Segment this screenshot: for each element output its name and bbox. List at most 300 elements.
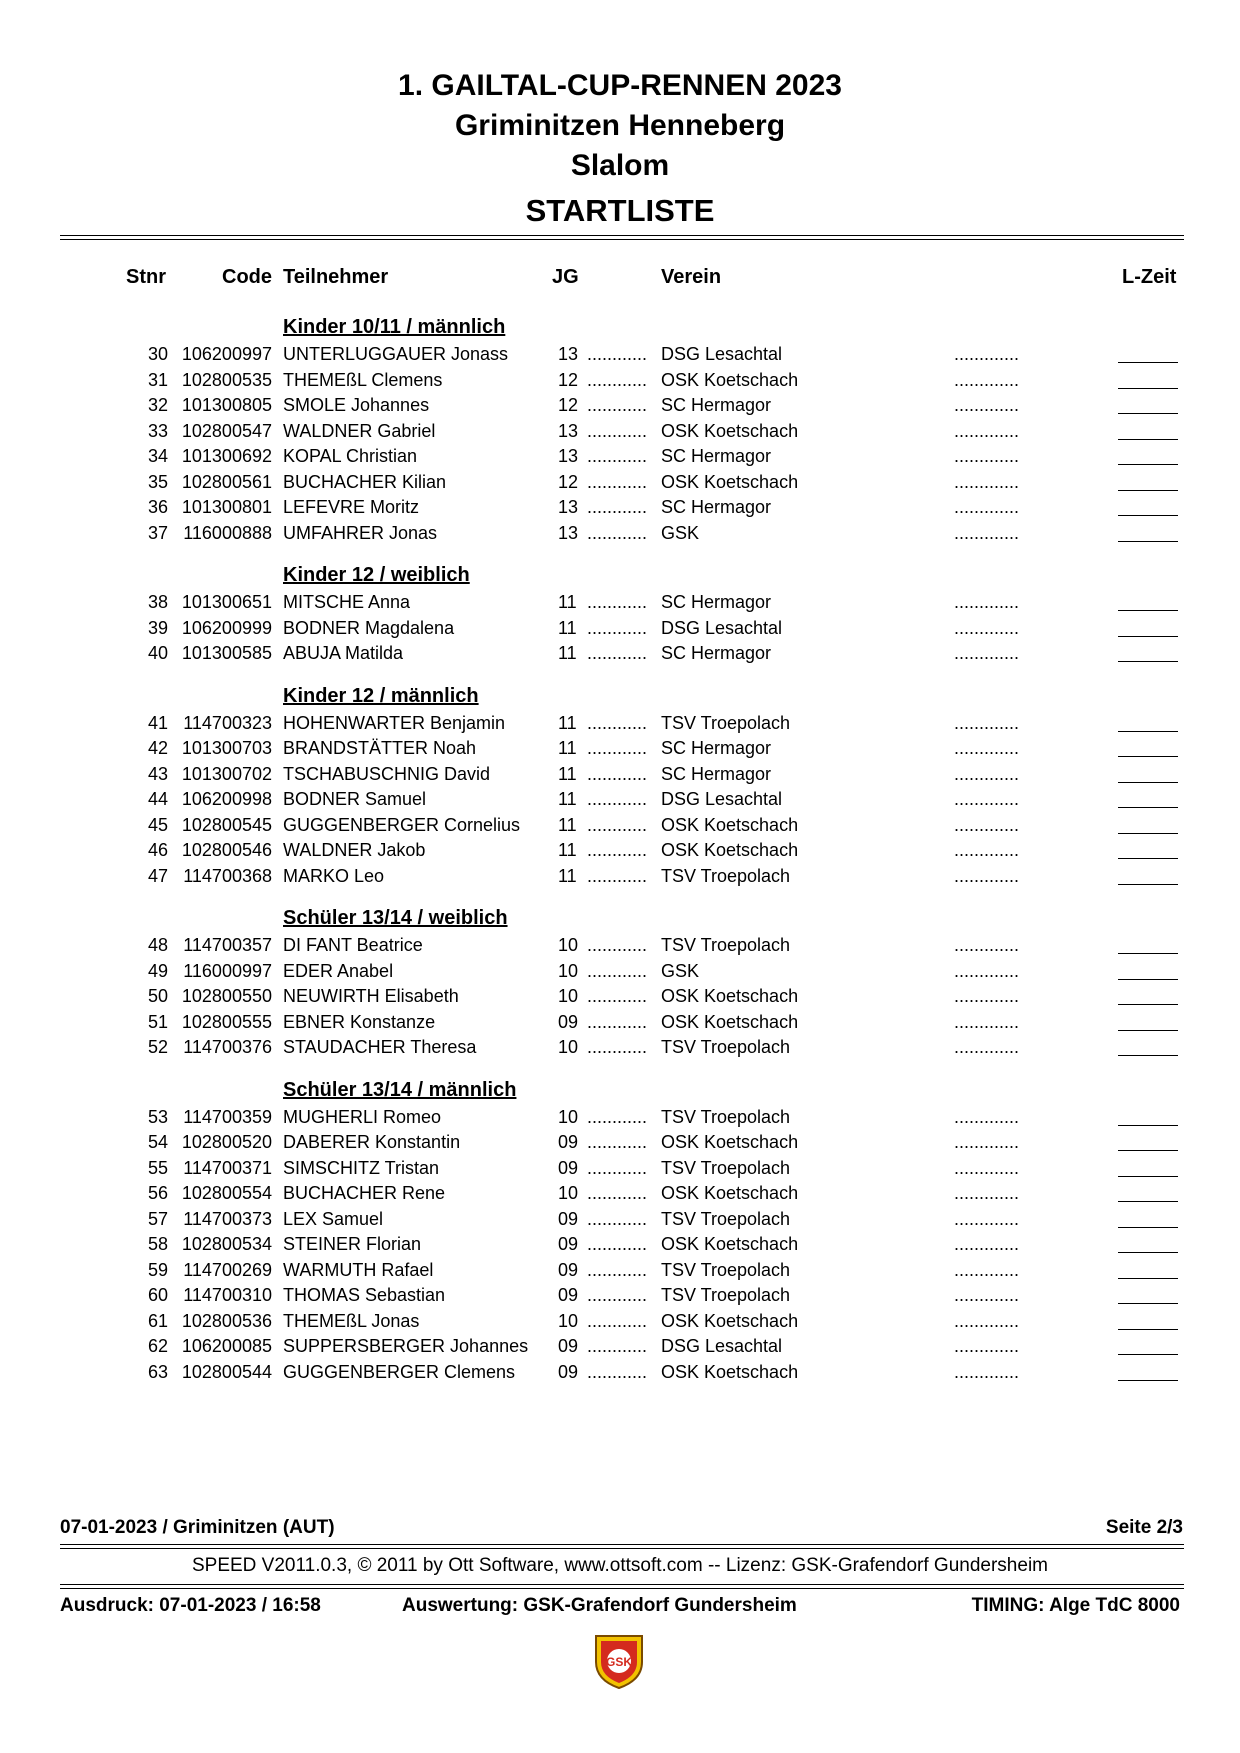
club-name: TSV Troepolach xyxy=(661,1106,791,1127)
birth-year: 10 xyxy=(558,986,579,1006)
start-number: 33 xyxy=(147,420,168,441)
birth-year: 13 xyxy=(558,344,579,364)
competitor-row xyxy=(0,1035,1240,1061)
time-entry-line xyxy=(1118,1380,1178,1381)
dot-leader: ............. xyxy=(954,840,1020,860)
start-number: 38 xyxy=(147,592,168,612)
time-entry-line xyxy=(1118,756,1178,757)
competitor-row xyxy=(0,590,1240,616)
competitor-code: 106200085 xyxy=(181,1336,272,1356)
dot-leader: ............ xyxy=(587,738,648,758)
dot-leader: ............. xyxy=(954,1208,1020,1229)
competitor-code: 102800545 xyxy=(181,814,272,835)
dot-leader: ............. xyxy=(954,1285,1020,1305)
competitor-code: 102800536 xyxy=(181,1310,272,1331)
svg-text:GSK: GSK xyxy=(605,1655,633,1669)
dot-leader: ............ xyxy=(587,446,648,466)
column-header-name: Teilnehmer xyxy=(283,266,389,288)
time-entry-line xyxy=(1118,413,1178,414)
competitor-row xyxy=(0,616,1240,642)
club-name: TSV Troepolach xyxy=(661,1208,791,1229)
start-number: 43 xyxy=(147,763,168,784)
club-name: DSG Lesachtal xyxy=(661,1336,783,1356)
competitor-name: EDER Anabel xyxy=(283,960,394,981)
competitor-name: WARMUTH Rafael xyxy=(283,1259,434,1280)
time-entry-line xyxy=(1118,515,1178,516)
time-entry-line xyxy=(1118,731,1178,732)
competitor-code: 106200997 xyxy=(181,344,272,364)
competitor-name: SUPPERSBERGER Johannes xyxy=(283,1336,529,1356)
start-number: 41 xyxy=(147,712,168,733)
dot-leader: ............. xyxy=(954,738,1020,758)
time-entry-line xyxy=(1118,858,1178,859)
competitor-row xyxy=(0,521,1240,547)
birth-year: 12 xyxy=(558,395,579,415)
competitor-name: THEMEßL Jonas xyxy=(283,1310,420,1331)
time-entry-line xyxy=(1118,953,1178,954)
competitor-code: 116000888 xyxy=(183,522,272,543)
competitor-row xyxy=(0,1156,1240,1182)
competitor-row xyxy=(0,1130,1240,1156)
dot-leader: ............ xyxy=(587,1208,648,1229)
dot-leader: ............. xyxy=(954,935,1020,955)
dot-leader: ............ xyxy=(587,763,648,784)
time-entry-line xyxy=(1118,1150,1178,1151)
competitor-name: MARKO Leo xyxy=(283,865,385,886)
time-entry-line xyxy=(1118,362,1178,363)
event-title: 1. GAILTAL-CUP-RENNEN 2023 xyxy=(398,69,842,102)
time-entry-line xyxy=(1118,388,1178,389)
start-number: 44 xyxy=(147,789,168,809)
dot-leader: ............. xyxy=(954,522,1020,543)
competitor-row xyxy=(0,711,1240,737)
club-name: SC Hermagor xyxy=(661,592,772,612)
time-entry-line xyxy=(1118,1329,1178,1330)
dot-leader: ............ xyxy=(587,840,648,860)
dot-leader: ............. xyxy=(954,344,1020,364)
time-entry-line xyxy=(1118,1004,1178,1005)
time-entry-line xyxy=(1118,979,1178,980)
birth-year: 12 xyxy=(558,471,579,492)
competitor-name: GUGGENBERGER Cornelius xyxy=(283,814,521,835)
competitor-name: UMFAHRER Jonas xyxy=(283,522,438,543)
time-entry-line xyxy=(1118,1303,1178,1304)
time-entry-line xyxy=(1118,884,1178,885)
category-title: Kinder 12 / weiblich xyxy=(283,564,470,586)
time-entry-line xyxy=(1118,807,1178,808)
birth-year: 10 xyxy=(558,960,579,981)
club-name: OSK Koetschach xyxy=(661,420,799,441)
competitor-row xyxy=(0,1181,1240,1207)
club-name: OSK Koetschach xyxy=(661,471,799,492)
dot-leader: ............ xyxy=(587,497,648,517)
competitor-row xyxy=(0,1105,1240,1131)
club-name: OSK Koetschach xyxy=(661,840,799,860)
dot-leader: ............ xyxy=(587,1037,648,1057)
dot-leader: ............. xyxy=(954,960,1020,981)
column-header-code: Code xyxy=(222,266,272,288)
dot-leader: ............. xyxy=(954,1157,1020,1178)
document-title-block xyxy=(0,66,1240,231)
competitor-row xyxy=(0,762,1240,788)
dot-leader: ............ xyxy=(587,1234,648,1254)
competitor-name: LEX Samuel xyxy=(283,1208,384,1229)
start-number: 46 xyxy=(147,840,168,860)
competitor-code: 101300651 xyxy=(181,592,272,612)
start-number: 59 xyxy=(147,1259,168,1280)
dot-leader: ............. xyxy=(954,865,1020,886)
category-heading xyxy=(0,316,1240,342)
category-title: Kinder 12 / männlich xyxy=(283,684,479,707)
start-number: 36 xyxy=(147,497,168,517)
start-number: 60 xyxy=(147,1285,168,1305)
birth-year: 09 xyxy=(558,1011,579,1032)
start-number: 49 xyxy=(147,960,168,981)
time-entry-line xyxy=(1118,1176,1178,1177)
time-entry-line xyxy=(1118,490,1178,491)
dot-leader: ............ xyxy=(587,420,648,441)
dot-leader: ............ xyxy=(587,789,648,809)
competitor-code: 102800544 xyxy=(181,1361,272,1382)
competitor-name: BODNER Samuel xyxy=(283,789,427,809)
start-number: 30 xyxy=(147,344,168,364)
group-spacer xyxy=(0,889,1240,907)
competitor-name: ABUJA Matilda xyxy=(283,643,404,663)
competitor-code: 101300585 xyxy=(181,643,272,663)
competitor-row xyxy=(0,1309,1240,1335)
competitor-name: THEMEßL Clemens xyxy=(283,369,443,390)
time-entry-line xyxy=(1118,1252,1178,1253)
start-number: 56 xyxy=(147,1183,168,1203)
competitor-name: BUCHACHER Rene xyxy=(283,1183,446,1203)
dot-leader: ............. xyxy=(954,1106,1020,1127)
dot-leader: ............ xyxy=(587,1361,648,1382)
list-type-title: STARTLISTE xyxy=(525,193,715,228)
dot-leader: ............. xyxy=(954,446,1020,466)
birth-year: 11 xyxy=(558,814,577,835)
birth-year: 09 xyxy=(558,1234,579,1254)
dot-leader: ............ xyxy=(587,1106,648,1127)
competitor-name: BRANDSTÄTTER Noah xyxy=(283,738,477,758)
discipline-title: Slalom xyxy=(570,149,670,182)
club-name: OSK Koetschach xyxy=(661,1310,799,1331)
dot-leader: ............. xyxy=(954,497,1020,517)
start-number: 39 xyxy=(147,617,168,638)
dot-leader: ............ xyxy=(587,369,648,390)
dot-leader: ............ xyxy=(587,712,648,733)
group-spacer xyxy=(0,546,1240,564)
competitor-row xyxy=(0,933,1240,959)
dot-leader: ............ xyxy=(587,1259,648,1280)
competitor-code: 114700310 xyxy=(183,1285,272,1305)
group-spacer xyxy=(0,1061,1240,1079)
time-entry-line xyxy=(1118,1201,1178,1202)
birth-year: 09 xyxy=(558,1336,579,1356)
competitor-row xyxy=(0,342,1240,368)
category-heading xyxy=(0,685,1240,711)
gsk-club-logo xyxy=(588,1632,650,1690)
competitor-name: DABERER Konstantin xyxy=(283,1132,461,1152)
competitor-name: EBNER Konstanze xyxy=(283,1011,436,1032)
category-title: Schüler 13/14 / männlich xyxy=(283,1078,517,1101)
club-name: OSK Koetschach xyxy=(661,814,799,835)
birth-year: 13 xyxy=(558,420,579,441)
category-title: Kinder 10/11 / männlich xyxy=(283,316,506,338)
dot-leader: ............ xyxy=(587,592,648,612)
dot-leader: ............ xyxy=(587,1011,648,1032)
club-name: TSV Troepolach xyxy=(661,712,791,733)
competitor-code: 116000997 xyxy=(183,960,272,981)
time-entry-line xyxy=(1118,1278,1178,1279)
dot-leader: ............. xyxy=(954,986,1020,1006)
birth-year: 11 xyxy=(558,617,577,638)
competitor-code: 102800561 xyxy=(181,471,272,492)
competitor-row xyxy=(0,444,1240,470)
column-header-verein: Verein xyxy=(661,266,722,288)
start-number: 34 xyxy=(147,446,168,466)
competitor-code: 101300692 xyxy=(181,446,272,466)
competitor-row xyxy=(0,1360,1240,1386)
competitor-code: 101300805 xyxy=(181,395,272,415)
competitor-name: HOHENWARTER Benjamin xyxy=(283,712,506,733)
dot-leader: ............ xyxy=(587,986,648,1006)
birth-year: 09 xyxy=(558,1208,579,1229)
birth-year: 10 xyxy=(558,1106,579,1127)
competitor-name: MITSCHE Anna xyxy=(283,592,411,612)
competitor-row xyxy=(0,838,1240,864)
time-entry-line xyxy=(1118,636,1178,637)
dot-leader: ............ xyxy=(587,1336,648,1356)
footer-divider-top xyxy=(60,1544,1184,1549)
dot-leader: ............ xyxy=(587,344,648,364)
footer-timing: TIMING: Alge TdC 8000 xyxy=(971,1595,1180,1616)
start-number: 58 xyxy=(147,1234,168,1254)
competitor-name: WALDNER Jakob xyxy=(283,840,426,860)
start-number: 42 xyxy=(147,738,168,758)
dot-leader: ............ xyxy=(587,395,648,415)
birth-year: 09 xyxy=(558,1361,579,1382)
dot-leader: ............. xyxy=(954,1234,1020,1254)
dot-leader: ............. xyxy=(954,814,1020,835)
competitor-name: LEFEVRE Moritz xyxy=(283,497,420,517)
birth-year: 10 xyxy=(558,1310,579,1331)
dot-leader: ............ xyxy=(587,471,648,492)
birth-year: 09 xyxy=(558,1157,579,1178)
dot-leader: ............ xyxy=(587,865,648,886)
group-spacer xyxy=(0,667,1240,685)
start-number: 47 xyxy=(147,865,168,886)
competitor-code: 101300703 xyxy=(181,738,272,758)
dot-leader: ............ xyxy=(587,522,648,543)
competitor-code: 114700371 xyxy=(183,1157,272,1178)
competitor-name: BUCHACHER Kilian xyxy=(283,471,447,492)
dot-leader: ............. xyxy=(954,471,1020,492)
dot-leader: ............ xyxy=(587,1157,648,1178)
competitor-row xyxy=(0,959,1240,985)
competitor-code: 102800546 xyxy=(181,840,272,860)
club-name: OSK Koetschach xyxy=(661,1132,799,1152)
time-entry-line xyxy=(1118,1055,1178,1056)
start-number: 51 xyxy=(147,1011,168,1032)
competitor-name: DI FANT Beatrice xyxy=(283,935,423,955)
competitor-code: 102800554 xyxy=(181,1183,272,1203)
competitor-code: 102800535 xyxy=(181,369,272,390)
competitor-row xyxy=(0,1334,1240,1360)
dot-leader: ............ xyxy=(587,1310,648,1331)
dot-leader: ............. xyxy=(954,369,1020,390)
birth-year: 13 xyxy=(558,522,579,543)
competitor-name: GUGGENBERGER Clemens xyxy=(283,1361,516,1382)
competitor-row xyxy=(0,1010,1240,1036)
start-number: 50 xyxy=(147,986,168,1006)
dot-leader: ............. xyxy=(954,1310,1020,1331)
competitor-name: TSCHABUSCHNIG David xyxy=(283,763,491,784)
time-entry-line xyxy=(1118,1030,1178,1031)
birth-year: 11 xyxy=(558,789,577,809)
birth-year: 12 xyxy=(558,369,579,390)
club-name: SC Hermagor xyxy=(661,763,772,784)
start-list xyxy=(0,316,1240,1385)
birth-year: 13 xyxy=(558,446,579,466)
competitor-code: 114700359 xyxy=(183,1106,272,1127)
club-name: SC Hermagor xyxy=(661,643,772,663)
competitor-code: 102800534 xyxy=(181,1234,272,1254)
start-number: 53 xyxy=(147,1106,168,1127)
competitor-code: 114700357 xyxy=(183,935,272,955)
time-entry-line xyxy=(1118,541,1178,542)
dot-leader: ............. xyxy=(954,643,1020,663)
time-entry-line xyxy=(1118,782,1178,783)
dot-leader: ............. xyxy=(954,1336,1020,1356)
competitor-name: STEINER Florian xyxy=(283,1234,422,1254)
competitor-row xyxy=(0,1283,1240,1309)
time-entry-line xyxy=(1118,1354,1178,1355)
dot-leader: ............. xyxy=(954,420,1020,441)
competitor-row xyxy=(0,736,1240,762)
footer-page-number: Seite 2/3 xyxy=(1105,1517,1183,1538)
dot-leader: ............. xyxy=(954,395,1020,415)
club-name: DSG Lesachtal xyxy=(661,344,783,364)
competitor-row xyxy=(0,641,1240,667)
competitor-code: 102800555 xyxy=(181,1011,272,1032)
start-number: 54 xyxy=(147,1132,168,1152)
birth-year: 11 xyxy=(558,738,577,758)
time-entry-line xyxy=(1118,1125,1178,1126)
birth-year: 10 xyxy=(558,1183,579,1203)
start-number: 35 xyxy=(147,471,168,492)
dot-leader: ............. xyxy=(954,592,1020,612)
club-name: DSG Lesachtal xyxy=(661,789,783,809)
competitor-name: WALDNER Gabriel xyxy=(283,420,436,441)
start-number: 40 xyxy=(147,643,168,663)
dot-leader: ............ xyxy=(587,1183,648,1203)
competitor-name: BODNER Magdalena xyxy=(283,617,455,638)
club-name: TSV Troepolach xyxy=(661,1157,791,1178)
dot-leader: ............. xyxy=(954,789,1020,809)
club-name: OSK Koetschach xyxy=(661,1361,799,1382)
club-name: OSK Koetschach xyxy=(661,1234,799,1254)
competitor-code: 106200998 xyxy=(181,789,272,809)
time-entry-line xyxy=(1118,833,1178,834)
dot-leader: ............ xyxy=(587,960,648,981)
club-name: GSK xyxy=(661,960,700,981)
club-name: TSV Troepolach xyxy=(661,1285,791,1305)
club-name: SC Hermagor xyxy=(661,446,772,466)
club-name: DSG Lesachtal xyxy=(661,617,783,638)
birth-year: 11 xyxy=(558,643,577,663)
competitor-row xyxy=(0,813,1240,839)
birth-year: 11 xyxy=(558,712,577,733)
birth-year: 11 xyxy=(558,865,577,886)
start-number: 63 xyxy=(147,1361,168,1382)
start-number: 31 xyxy=(147,369,168,390)
club-name: SC Hermagor xyxy=(661,497,772,517)
start-number: 61 xyxy=(147,1310,168,1331)
club-name: SC Hermagor xyxy=(661,395,772,415)
competitor-code: 102800547 xyxy=(181,420,272,441)
competitor-name: UNTERLUGGAUER Jonass xyxy=(283,344,509,364)
time-entry-line xyxy=(1118,464,1178,465)
footer-printout: Ausdruck: 07-01-2023 / 16:58 xyxy=(60,1595,321,1616)
competitor-code: 114700373 xyxy=(183,1208,272,1229)
time-entry-line xyxy=(1118,439,1178,440)
birth-year: 13 xyxy=(558,497,579,517)
dot-leader: ............ xyxy=(587,1132,648,1152)
dot-leader: ............. xyxy=(954,1361,1020,1382)
time-entry-line xyxy=(1118,1227,1178,1228)
category-heading xyxy=(0,564,1240,590)
category-heading xyxy=(0,1079,1240,1105)
competitor-row xyxy=(0,368,1240,394)
dot-leader: ............. xyxy=(954,1132,1020,1152)
competitor-code: 101300801 xyxy=(181,497,272,517)
club-name: OSK Koetschach xyxy=(661,1011,799,1032)
competitor-code: 106200999 xyxy=(181,617,272,638)
header-divider xyxy=(60,235,1184,240)
start-number: 37 xyxy=(147,522,168,543)
dot-leader: ............ xyxy=(587,643,648,663)
competitor-row xyxy=(0,1232,1240,1258)
competitor-code: 114700376 xyxy=(183,1037,272,1057)
dot-leader: ............. xyxy=(954,712,1020,733)
competitor-name: KOPAL Christian xyxy=(283,446,418,466)
start-number: 55 xyxy=(147,1157,168,1178)
club-name: TSV Troepolach xyxy=(661,1259,791,1280)
category-title: Schüler 13/14 / weiblich xyxy=(283,907,508,929)
start-number: 48 xyxy=(147,935,168,955)
club-name: TSV Troepolach xyxy=(661,1037,791,1057)
competitor-row xyxy=(0,470,1240,496)
column-header-jg: JG xyxy=(552,266,579,288)
club-name: OSK Koetschach xyxy=(661,369,799,390)
birth-year: 11 xyxy=(558,763,577,784)
competitor-code: 102800520 xyxy=(181,1132,272,1152)
competitor-row xyxy=(0,787,1240,813)
competitor-row xyxy=(0,1258,1240,1284)
club-name: OSK Koetschach xyxy=(661,1183,799,1203)
competitor-name: THOMAS Sebastian xyxy=(283,1285,446,1305)
birth-year: 10 xyxy=(558,1037,579,1057)
start-number: 45 xyxy=(147,814,168,835)
competitor-name: SIMSCHITZ Tristan xyxy=(283,1157,440,1178)
birth-year: 11 xyxy=(558,592,577,612)
competitor-row xyxy=(0,984,1240,1010)
start-number: 52 xyxy=(147,1037,168,1057)
dot-leader: ............. xyxy=(954,1037,1020,1057)
start-number: 32 xyxy=(147,395,168,415)
venue-title: Griminitzen Henneberg xyxy=(454,109,786,142)
competitor-row xyxy=(0,1207,1240,1233)
